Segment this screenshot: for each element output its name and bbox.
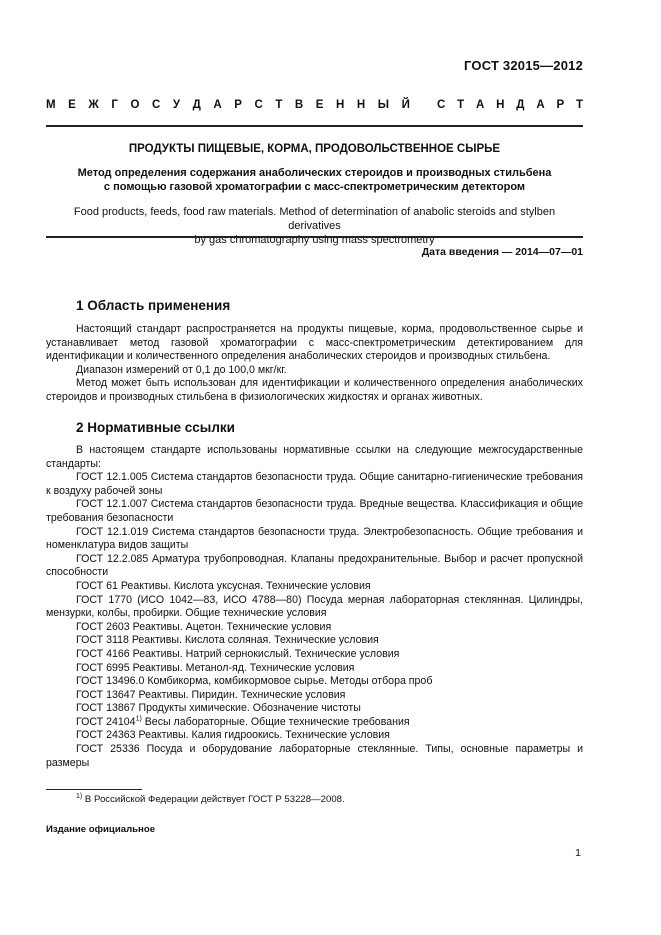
subtitle-line: с помощью газовой хроматографии с масс-спектрометрическим детектором bbox=[103, 181, 526, 193]
heading-letter: Р bbox=[556, 99, 565, 111]
heading-letter: Д bbox=[516, 99, 525, 111]
reference-item: ГОСТ 12.1.007 Система стандартов безопасности труда. Вредные вещества. Классификация и общие требования безопасности bbox=[46, 498, 583, 524]
heading-letter: А bbox=[476, 99, 485, 111]
heading-letter: А bbox=[213, 99, 222, 111]
page-number: 1 bbox=[575, 847, 581, 859]
document-title: ПРОДУКТЫ ПИЩЕВЫЕ, КОРМА, ПРОДОВОЛЬСТВЕННОЕ СЫРЬЕ bbox=[128, 143, 501, 155]
heading-letter: Е bbox=[315, 99, 324, 111]
reference-item: ГОСТ 13867 Продукты химические. Обозначение чистоты bbox=[76, 702, 361, 715]
reference-item: ГОСТ 12.1.019 Система стандартов безопасности труда. Электробезопасность. Общие требования и номенклатура видов защиты bbox=[46, 525, 583, 552]
document-subtitle bbox=[60, 166, 569, 194]
document-number: ГОСТ 32015—2012 bbox=[464, 58, 583, 73]
reference-item: ГОСТ 61 Реактивы. Кислота уксусная. Технические условия bbox=[76, 579, 371, 592]
reference-item: ГОСТ 1770 (ИСО 1042—83, ИСО 4788—80) Посуда мерная лабораторная стеклянная. Цилиндры, мензурки, колбы, пробирки. Общие технические условия bbox=[46, 593, 583, 620]
heading-letter: С bbox=[151, 99, 161, 111]
standard-word bbox=[437, 99, 583, 113]
footnote-mark: 1) bbox=[76, 792, 83, 800]
heading-letter: Й bbox=[401, 99, 410, 111]
reference-item: ГОСТ 2603 Реактивы. Ацетон. Технические условия bbox=[76, 620, 332, 633]
heading-letter: Д bbox=[192, 99, 201, 111]
reference-item: ГОСТ 3118 Реактивы. Кислота соляная. Технические условия bbox=[76, 634, 379, 647]
section-2-body bbox=[46, 444, 583, 770]
heading-letter: Ж bbox=[88, 99, 99, 111]
heading-letter: Т bbox=[457, 99, 465, 111]
heading-letter: Т bbox=[275, 99, 283, 111]
introduction-date: Дата введения — 2014—07—01 bbox=[421, 246, 583, 258]
english-title bbox=[60, 205, 569, 247]
reference-item: ГОСТ 13647 Реактивы. Пиридин. Технические условия bbox=[76, 688, 346, 701]
reference-item: ГОСТ 12.1.005 Система стандартов безопасности труда. Общие санитарно-гигиенические требования к воздуху рабочей зоны bbox=[46, 471, 583, 497]
footnote bbox=[76, 794, 345, 805]
heading-letter: Н bbox=[336, 99, 345, 111]
heading-letter: А bbox=[536, 99, 545, 111]
heading-letter: Н bbox=[356, 99, 366, 111]
section-2-heading: 2 Нормативные ссылки bbox=[76, 420, 235, 435]
heading-letter: У bbox=[172, 99, 180, 111]
title-divider bbox=[46, 236, 583, 238]
heading-letter: С bbox=[254, 99, 263, 111]
reference-item: ГОСТ 4166 Реактивы. Натрий сернокислый. Технические условия bbox=[76, 647, 400, 660]
reference-item: ГОСТ 6995 Реактивы. Метанол-яд. Технические условия bbox=[76, 661, 355, 674]
interstate-standard-heading bbox=[46, 99, 583, 113]
reference-item: ГОСТ 24363 Реактивы. Калия гидроокись. Технические условия bbox=[76, 729, 390, 742]
reference-code: ГОСТ 24104 bbox=[76, 715, 136, 728]
paragraph: В настоящем стандарте использованы нормативные ссылки на следующие межгосударственные стандарты: bbox=[46, 444, 583, 470]
english-title-line: by gas chromatography using mass spectrometry bbox=[194, 234, 435, 246]
heading-letter: Е bbox=[68, 99, 76, 111]
heading-letter: Г bbox=[111, 99, 118, 111]
heading-letter: В bbox=[294, 99, 304, 111]
paragraph: Диапазон измерений от 0,1 до 100,0 мкг/кг. bbox=[76, 363, 287, 376]
top-divider bbox=[46, 125, 583, 127]
official-edition-label: Издание официальное bbox=[46, 824, 156, 835]
section-1-heading: 1 Область применения bbox=[76, 298, 231, 313]
interstate-word bbox=[46, 99, 410, 113]
reference-item: ГОСТ 12.2.085 Арматура трубопроводная. Клапаны предохранительные. Выбор и расчет пропускной способности bbox=[46, 552, 583, 579]
reference-item: ГОСТ 25336 Посуда и оборудование лабораторные стеклянные. Типы, основные параметры и размеры bbox=[46, 743, 583, 769]
subtitle-line: Метод определения содержания анаболических стероидов и производных стильбена bbox=[77, 167, 552, 179]
heading-letter: О bbox=[130, 99, 140, 111]
footnote-text: В Российской Федерации действует ГОСТ Р 53228—2008. bbox=[82, 794, 345, 805]
footnote-divider bbox=[46, 789, 142, 790]
footnote-marker[interactable]: 1) bbox=[135, 715, 142, 723]
reference-item: ГОСТ 13496.0 Комбикорма, комбикормовое сырье. Методы отбора проб bbox=[76, 675, 433, 688]
heading-letter: Ы bbox=[377, 99, 390, 111]
reference-text: Весы лабораторные. Общие технические требования bbox=[141, 715, 410, 728]
heading-letter: С bbox=[437, 99, 446, 111]
heading-letter: Т bbox=[575, 99, 583, 111]
heading-letter: Р bbox=[234, 99, 242, 111]
heading-letter: М bbox=[46, 99, 56, 111]
english-title-line: Food products, feeds, food raw materials. Method of determination of anabolic steroids and stylben derivatives bbox=[73, 206, 556, 232]
section-1-body bbox=[46, 323, 583, 405]
paragraph: Метод может быть использован для идентификации и количественного определения анаболических стероидов и производных стильбена в физиологических жидкостях и органах животных. bbox=[46, 377, 583, 403]
reference-item bbox=[46, 716, 583, 730]
paragraph: Настоящий стандарт распространяется на продукты пищевые, корма, продовольственное сырье и устанавливает метод газовой хроматографии с масс-спектрометрическим детектированием для идентификации и количественного определения анаболических стероидов и производных стильбена. bbox=[46, 323, 583, 363]
heading-letter: Н bbox=[496, 99, 505, 111]
